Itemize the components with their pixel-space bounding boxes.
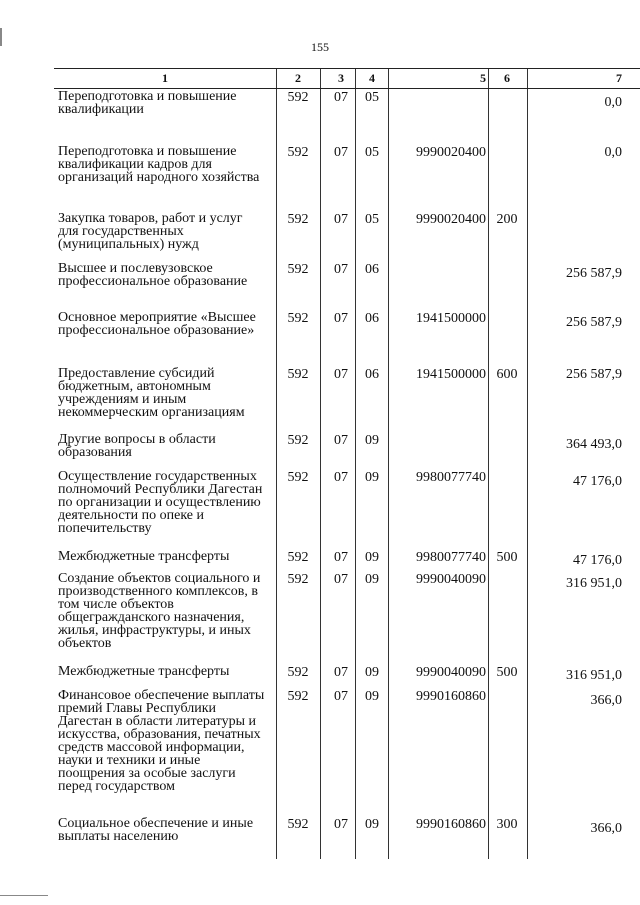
- row-code-2: 592: [287, 665, 309, 680]
- row-name: Другие вопросы в области образования: [58, 432, 216, 460]
- column-divider: [355, 69, 356, 88]
- row-code-2: 592: [287, 212, 309, 227]
- row-amount: 256 587,9: [566, 367, 622, 382]
- row-code-3: 07: [334, 433, 348, 448]
- row-amount: 366,0: [590, 693, 622, 708]
- column-divider: [320, 69, 321, 88]
- header-col-7: 7: [616, 71, 622, 85]
- row-code-4: 09: [365, 817, 379, 832]
- row-name: Высшее и послевузовское профессиональное образование: [58, 261, 248, 289]
- row-code-4: 09: [365, 665, 379, 680]
- row-name: Межбюджетные трансферты: [58, 549, 230, 564]
- column-divider: [388, 69, 389, 88]
- column-divider: [276, 89, 277, 859]
- row-code-2: 592: [287, 262, 309, 277]
- row-code-3: 07: [334, 572, 348, 587]
- row-code-5: 9990040090: [416, 572, 486, 587]
- row-code-3: 07: [334, 665, 348, 680]
- row-code-4: 06: [365, 262, 379, 277]
- row-code-6: 500: [496, 665, 518, 680]
- row-amount: 47 176,0: [573, 553, 622, 568]
- header-col-5: 5: [480, 71, 486, 85]
- scan-edge-mark: [0, 895, 48, 896]
- row-code-3: 07: [334, 817, 348, 832]
- row-name: Предоставление субсидий бюджетным, автономным учреждениям и иным некоммерческим организациям: [58, 366, 245, 420]
- row-amount: 47 176,0: [573, 474, 622, 489]
- row-amount: 0,0: [604, 95, 622, 110]
- row-amount: 316 951,0: [566, 576, 622, 591]
- row-code-5: 9990020400: [416, 212, 486, 227]
- row-code-2: 592: [287, 817, 309, 832]
- table-header-row: [54, 68, 640, 89]
- column-divider: [527, 69, 528, 88]
- row-code-2: 592: [287, 470, 309, 485]
- row-code-3: 07: [334, 262, 348, 277]
- row-code-4: 09: [365, 550, 379, 565]
- row-code-4: 09: [365, 572, 379, 587]
- row-name: Межбюджетные трансферты: [58, 664, 230, 679]
- row-code-3: 07: [334, 311, 348, 326]
- page-number: 155: [311, 40, 329, 54]
- row-name: Социальное обеспечение и иные выплаты населению: [58, 816, 254, 844]
- row-amount: 364 493,0: [566, 437, 622, 452]
- row-code-6: 200: [496, 212, 518, 227]
- row-amount: 256 587,9: [566, 315, 622, 330]
- row-name: Переподготовка и повышение квалификации: [58, 89, 237, 117]
- row-name: Создание объектов социального и производственного комплексов, в том числе объектов общегражданского назначения, жилья, инфраструктуры, и иных объектов: [58, 571, 261, 651]
- row-code-4: 06: [365, 311, 379, 326]
- row-code-4: 09: [365, 433, 379, 448]
- column-divider: [355, 89, 356, 859]
- column-divider: [320, 89, 321, 859]
- row-amount: 0,0: [604, 145, 622, 160]
- row-code-2: 592: [287, 689, 309, 704]
- row-code-4: 09: [365, 470, 379, 485]
- column-divider: [488, 69, 489, 88]
- row-code-3: 07: [334, 212, 348, 227]
- row-code-5: 9980077740: [416, 470, 486, 485]
- budget-table: [54, 68, 640, 859]
- column-divider: [488, 89, 489, 859]
- row-name: Осуществление государственных полномочий Республики Дагестан по организации и осуществлению деятельности по опеке и попечительству: [58, 469, 263, 536]
- row-code-5: 9990160860: [416, 817, 486, 832]
- row-code-2: 592: [287, 311, 309, 326]
- row-name: Основное мероприятие «Высшее профессиональное образование»: [58, 310, 256, 338]
- row-code-3: 07: [334, 367, 348, 382]
- row-code-3: 07: [334, 470, 348, 485]
- row-code-4: 09: [365, 689, 379, 704]
- row-code-5: 9990160860: [416, 689, 486, 704]
- header-col-4: 4: [369, 71, 375, 85]
- row-code-4: 05: [365, 212, 379, 227]
- row-code-3: 07: [334, 90, 348, 105]
- table-body: [54, 89, 640, 859]
- row-code-3: 07: [334, 689, 348, 704]
- row-code-6: 300: [496, 817, 518, 832]
- row-code-2: 592: [287, 433, 309, 448]
- row-code-6: 500: [496, 550, 518, 565]
- column-divider: [527, 89, 528, 859]
- row-code-2: 592: [287, 145, 309, 160]
- row-name: Финансовое обеспечение выплаты премий Главы Республики Дагестан в области литературы и искусства, образования, печатных средств массовой информации, науки и техники и иные поощрения за особые заслуги перед государством: [58, 688, 265, 794]
- column-divider: [388, 89, 389, 859]
- row-code-6: 600: [496, 367, 518, 382]
- row-code-5: 1941500000: [416, 311, 486, 326]
- column-divider: [276, 69, 277, 88]
- row-code-2: 592: [287, 367, 309, 382]
- header-col-6: 6: [504, 71, 510, 85]
- row-code-4: 05: [365, 90, 379, 105]
- row-code-2: 592: [287, 572, 309, 587]
- row-code-5: 1941500000: [416, 367, 486, 382]
- row-code-5: 9990040090: [416, 665, 486, 680]
- row-name: Переподготовка и повышение квалификации кадров для организаций народного хозяйства: [58, 144, 260, 185]
- row-code-2: 592: [287, 550, 309, 565]
- row-amount: 256 587,9: [566, 266, 622, 281]
- row-code-4: 05: [365, 145, 379, 160]
- header-col-3: 3: [338, 71, 344, 85]
- row-code-5: 9980077740: [416, 550, 486, 565]
- row-code-4: 06: [365, 367, 379, 382]
- row-code-3: 07: [334, 550, 348, 565]
- scan-edge-mark: [0, 28, 2, 46]
- row-amount: 366,0: [590, 821, 622, 836]
- header-col-1: 1: [162, 71, 168, 85]
- row-code-2: 592: [287, 90, 309, 105]
- row-code-3: 07: [334, 145, 348, 160]
- header-col-2: 2: [295, 71, 301, 85]
- row-code-5: 9990020400: [416, 145, 486, 160]
- row-name: Закупка товаров, работ и услуг для государственных (муниципальных) нужд: [58, 211, 243, 252]
- row-amount: 316 951,0: [566, 668, 622, 683]
